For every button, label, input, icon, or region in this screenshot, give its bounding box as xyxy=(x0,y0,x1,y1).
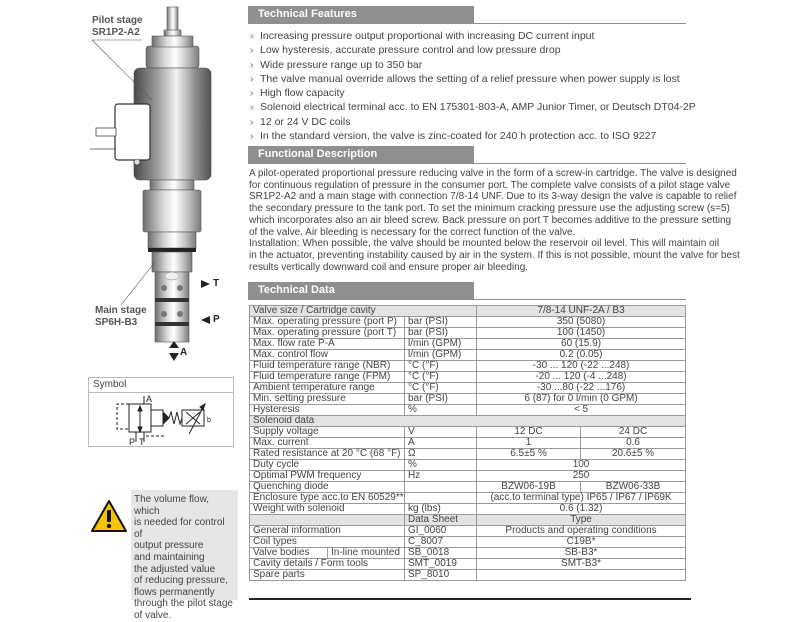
table-row: Weight with solenoid kg (lbs) 0.6 (1.32) xyxy=(250,504,686,515)
port-p-arrow-icon xyxy=(201,316,210,324)
port-p-label: P xyxy=(213,314,220,325)
feature-list xyxy=(248,29,696,143)
port-t-arrow-icon xyxy=(201,280,210,288)
functional-description-text: A pilot-operated proportional pressure reducing valve in the form of a screw-in cartridge. The valve is designed for continuous regulation of pressure in the consumer port. The complete valve consists of a pilot stage valve SR1P2-A2 and a main stage with connection 7/8-14 UNF. Due to its 3-way design the valve is capable to relief the secondary pressure to the tank port. To set the minimum cracking pressure use the adjusting screw (s=5) which incorporates also an air bleed screw. Back pressure on port T becomes additive to the pressure setting of the valve. Air bleeding is necessary for the correct function of the valve. Installation: When possible, the valve should be mounted below the reservoir oil level. This will maintain oil in the actuator, preventing instability caused by air in the system. If this is not possible, mount the valve for best results vertically downward coil and ensure proper air bleeding. xyxy=(249,168,740,273)
table-row: Fluid temperature range (NBR) °C (°F) -30 ... 120 (-22 ...248) xyxy=(250,361,686,372)
table-row: Ambient temperature range °C (°F) -30 ...80 (-22 ...176) xyxy=(250,383,686,394)
table-row: Max. operating pressure (port P) bar (PSI) 350 (5080) xyxy=(250,317,686,328)
section-title: Technical Features xyxy=(248,6,474,23)
feature-item: › High flow capacity xyxy=(248,86,688,100)
symbol-port-p: P xyxy=(129,437,136,447)
table-row: General information GI_0060 Products and operating conditions xyxy=(250,526,686,537)
left-panel xyxy=(0,0,245,621)
pilot-stage-callout: Pilot stage SR1P2-A2 xyxy=(92,15,143,38)
section-technical-data xyxy=(248,282,686,300)
table-row: Rated resistance at 20 °C (68 °F) Ω 6.5±5 % 20.6±5 % xyxy=(250,449,686,460)
symbol-title: Symbol xyxy=(89,378,233,393)
feature-item: › In the standard version, the valve is zinc-coated for 240 h protection acc. to ISO 9227 xyxy=(248,129,688,143)
table-row: Min. setting pressure bar (PSI) 6 (87) for 0 l/min (0 GPM) xyxy=(250,394,686,405)
symbol-port-t: T xyxy=(139,437,145,447)
port-a-label: A xyxy=(180,347,188,358)
table-subheader-documents: Data Sheet Type xyxy=(250,515,686,526)
symbol-box xyxy=(88,377,234,447)
table-subheader-solenoid: Solenoid data xyxy=(250,416,686,427)
feature-item: › The valve manual override allows the setting of a relief pressure when power supply is lost xyxy=(248,72,688,86)
feature-item: › Low hysteresis, accurate pressure control and low pressure drop xyxy=(248,43,688,57)
table-row: Coil types C_8007 C19B* xyxy=(250,537,686,548)
table-row: Max. flow rate P-A l/min (GPM) 60 (15.9) xyxy=(250,339,686,350)
section-title: Functional Description xyxy=(248,146,474,163)
port-t-label: T xyxy=(213,278,220,289)
section-functional-description xyxy=(248,146,686,164)
table-row: Valve size / Cartridge cavity 7/8-14 UNF-2A / B3 xyxy=(250,306,686,317)
table-row: Optimal PWM frequency Hz 250 xyxy=(250,471,686,482)
symbol-coil-b: b xyxy=(207,417,211,424)
feature-item: › 12 or 24 V DC coils xyxy=(248,115,688,129)
warning-note xyxy=(88,490,238,621)
port-a-arrow-down-icon xyxy=(169,353,179,361)
table-row: Valve bodies In-line mounted SB_0018 SB-B3* xyxy=(250,548,686,559)
table-row: Fluid temperature range (FPM) °C (°F) -20 ... 120 (-4 ...248) xyxy=(250,372,686,383)
warning-text: The volume flow, which is needed for control of output pressure and maintaining the adjusted value of reducing pressure, flows permanently through the pilot stage of valve. xyxy=(131,490,238,600)
feature-item: › Wide pressure range up to 350 bar xyxy=(248,58,688,72)
feature-item: › Solenoid electrical terminal acc. to EN 175301-803-A, AMP Junior Timer, or Deutsch DT04-2P xyxy=(248,100,688,114)
warning-triangle-icon xyxy=(91,500,127,532)
table-row: Max. current A 1 0.6 xyxy=(250,438,686,449)
technical-data-table xyxy=(249,305,686,581)
table-row: Cavity details / Form tools SMT_0019 SMT-B3* xyxy=(250,559,686,570)
feature-item: › Increasing pressure output proportional with increasing DC current input xyxy=(248,29,688,43)
table-row: Max. operating pressure (port T) bar (PSI) 100 (1450) xyxy=(250,328,686,339)
section-title: Technical Data xyxy=(248,282,474,299)
table-row: Duty cycle % 100 xyxy=(250,460,686,471)
page-edge-divider xyxy=(249,598,691,600)
hydraulic-symbol-icon xyxy=(89,394,235,448)
main-stage-callout: Main stage SP6H-B3 xyxy=(95,305,147,328)
table-row: Supply voltage V 12 DC 24 DC xyxy=(250,427,686,438)
table-row: Max. control flow l/min (GPM) 0.2 (0.05) xyxy=(250,350,686,361)
symbol-port-a: A xyxy=(146,394,153,404)
table-row: Spare parts SP_8010 xyxy=(250,570,686,581)
table-row: Quenching diode BZW06-19B BZW06-33B xyxy=(250,482,686,493)
section-technical-features xyxy=(248,6,686,24)
table-row: Enclosure type acc.to EN 60529** (acc.to terminal type) IP65 / IP67 / IP69K xyxy=(250,493,686,504)
table-row: Hysteresis % < 5 xyxy=(250,405,686,416)
